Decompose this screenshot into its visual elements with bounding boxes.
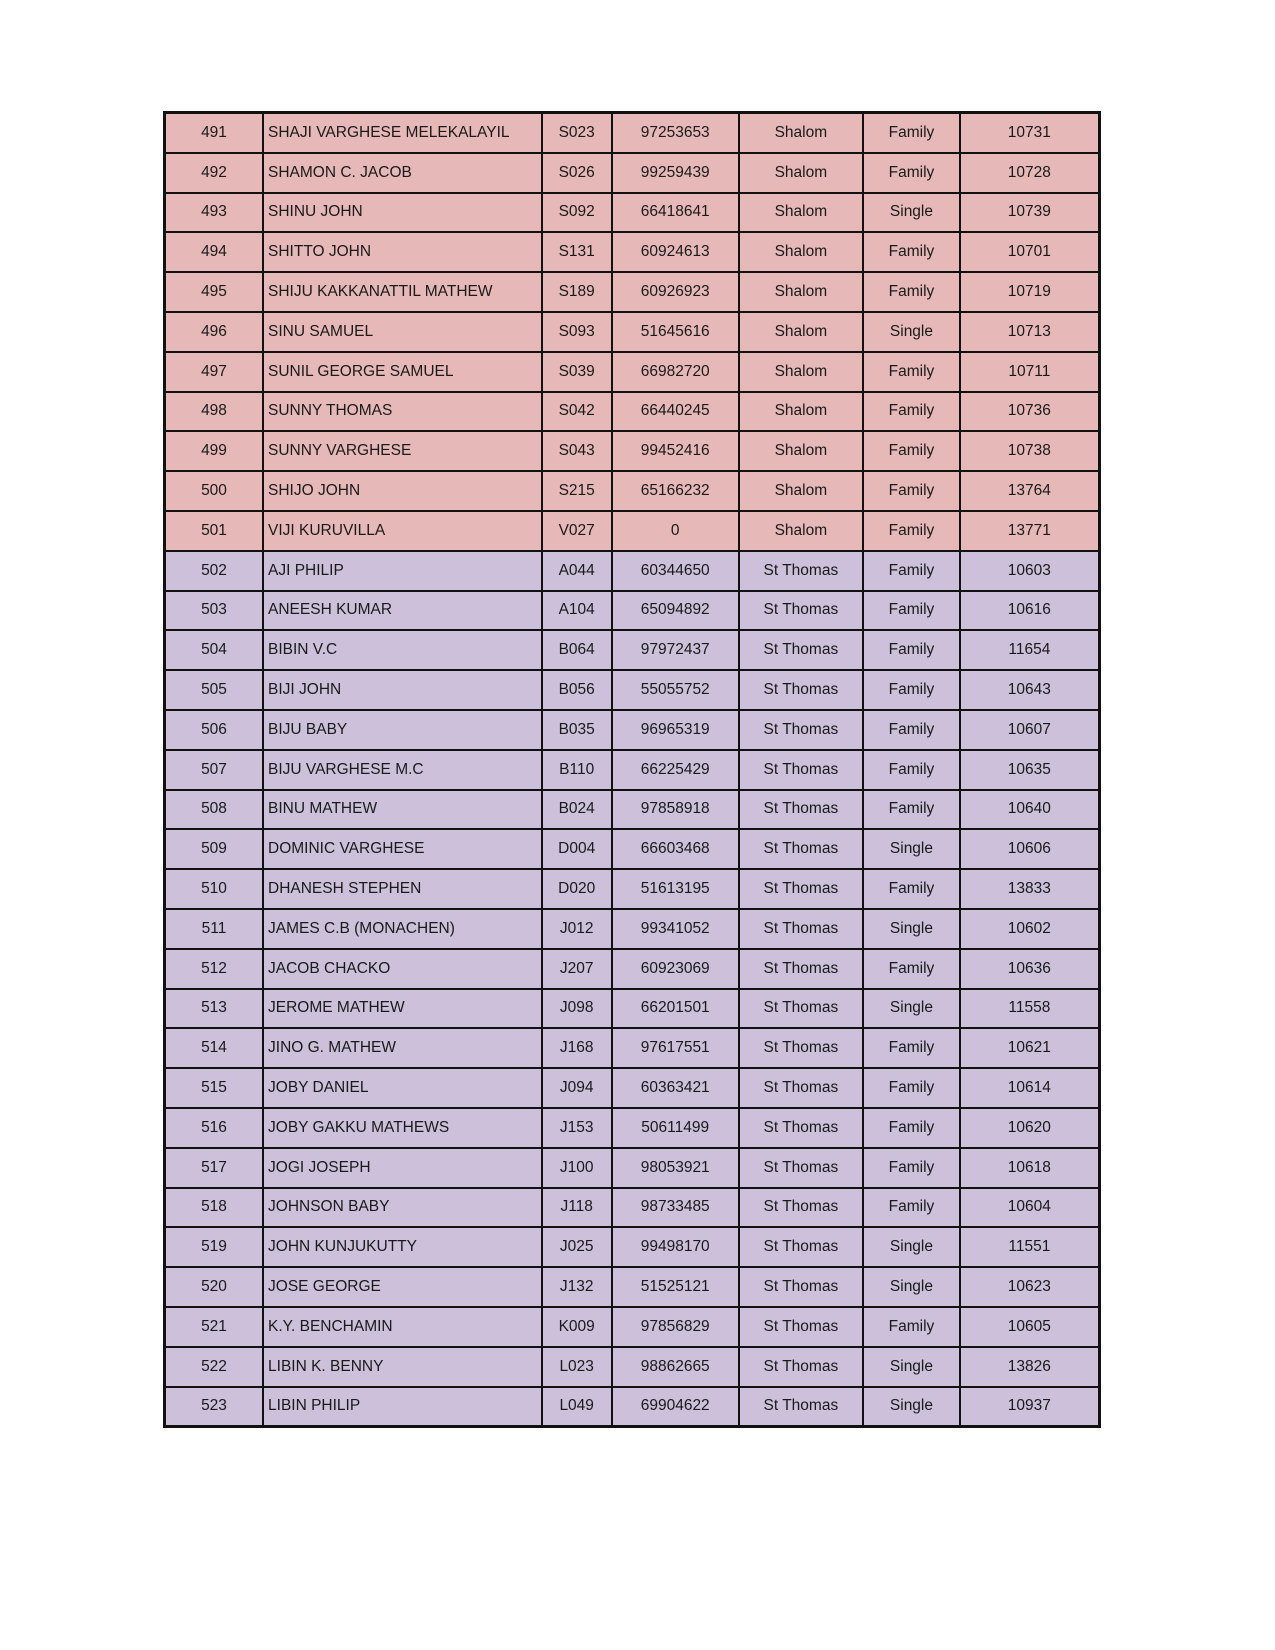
member-code-cell: B064 <box>542 630 612 670</box>
member-id-cell: 10739 <box>960 193 1100 233</box>
membership-type-cell: Family <box>863 750 960 790</box>
table-row <box>165 710 1100 750</box>
phone-number-cell: 0 <box>612 511 739 551</box>
member-code-cell: A044 <box>542 551 612 591</box>
prayer-group-cell: Shalom <box>739 153 864 193</box>
member-code-cell: J094 <box>542 1068 612 1108</box>
membership-type-cell: Single <box>863 1347 960 1387</box>
membership-type-cell: Single <box>863 829 960 869</box>
prayer-group-cell: St Thomas <box>739 670 864 710</box>
serial-number-cell: 510 <box>165 869 264 909</box>
serial-number-cell: 494 <box>165 232 264 272</box>
serial-number-cell: 496 <box>165 312 264 352</box>
prayer-group-cell: St Thomas <box>739 630 864 670</box>
member-name-cell: DOMINIC VARGHESE <box>263 829 541 869</box>
table-row <box>165 113 1100 153</box>
member-code-cell: V027 <box>542 511 612 551</box>
prayer-group-cell: St Thomas <box>739 1307 864 1347</box>
prayer-group-cell: St Thomas <box>739 1387 864 1427</box>
serial-number-cell: 501 <box>165 511 264 551</box>
membership-type-cell: Family <box>863 1108 960 1148</box>
prayer-group-cell: Shalom <box>739 272 864 312</box>
member-code-cell: S131 <box>542 232 612 272</box>
phone-number-cell: 60924613 <box>612 232 739 272</box>
member-code-cell: J118 <box>542 1188 612 1228</box>
serial-number-cell: 523 <box>165 1387 264 1427</box>
serial-number-cell: 509 <box>165 829 264 869</box>
serial-number-cell: 519 <box>165 1227 264 1267</box>
member-id-cell: 10618 <box>960 1148 1100 1188</box>
table-row <box>165 909 1100 949</box>
prayer-group-cell: St Thomas <box>739 1347 864 1387</box>
member-name-cell: SHINU JOHN <box>263 193 541 233</box>
member-code-cell: J025 <box>542 1227 612 1267</box>
prayer-group-cell: St Thomas <box>739 869 864 909</box>
table-row <box>165 352 1100 392</box>
prayer-group-cell: St Thomas <box>739 1227 864 1267</box>
serial-number-cell: 498 <box>165 392 264 432</box>
table-row <box>165 1347 1100 1387</box>
serial-number-cell: 507 <box>165 750 264 790</box>
membership-type-cell: Family <box>863 710 960 750</box>
phone-number-cell: 97856829 <box>612 1307 739 1347</box>
serial-number-cell: 515 <box>165 1068 264 1108</box>
member-code-cell: S092 <box>542 193 612 233</box>
membership-type-cell: Family <box>863 1148 960 1188</box>
member-id-cell: 10606 <box>960 829 1100 869</box>
phone-number-cell: 66603468 <box>612 829 739 869</box>
member-id-cell: 10738 <box>960 431 1100 471</box>
member-code-cell: J168 <box>542 1028 612 1068</box>
prayer-group-cell: St Thomas <box>739 1028 864 1068</box>
member-name-cell: DHANESH STEPHEN <box>263 869 541 909</box>
phone-number-cell: 65166232 <box>612 471 739 511</box>
prayer-group-cell: St Thomas <box>739 989 864 1029</box>
prayer-group-cell: St Thomas <box>739 1068 864 1108</box>
membership-type-cell: Single <box>863 1227 960 1267</box>
membership-type-cell: Family <box>863 471 960 511</box>
member-id-cell: 10640 <box>960 790 1100 830</box>
member-name-cell: SUNNY VARGHESE <box>263 431 541 471</box>
membership-type-cell: Family <box>863 1028 960 1068</box>
member-id-cell: 10616 <box>960 591 1100 631</box>
member-name-cell: JOHNSON BABY <box>263 1188 541 1228</box>
table-row <box>165 670 1100 710</box>
member-id-cell: 10623 <box>960 1267 1100 1307</box>
member-id-cell: 10731 <box>960 113 1100 153</box>
prayer-group-cell: Shalom <box>739 193 864 233</box>
member-name-cell: BIJU BABY <box>263 710 541 750</box>
table-row <box>165 511 1100 551</box>
member-name-cell: SHAMON C. JACOB <box>263 153 541 193</box>
phone-number-cell: 66201501 <box>612 989 739 1029</box>
table-row <box>165 949 1100 989</box>
serial-number-cell: 511 <box>165 909 264 949</box>
phone-number-cell: 66225429 <box>612 750 739 790</box>
member-code-cell: S093 <box>542 312 612 352</box>
phone-number-cell: 66440245 <box>612 392 739 432</box>
serial-number-cell: 520 <box>165 1267 264 1307</box>
member-code-cell: L023 <box>542 1347 612 1387</box>
phone-number-cell: 97972437 <box>612 630 739 670</box>
membership-type-cell: Family <box>863 113 960 153</box>
member-name-cell: SUNNY THOMAS <box>263 392 541 432</box>
table-row <box>165 829 1100 869</box>
member-code-cell: J100 <box>542 1148 612 1188</box>
member-code-cell: S043 <box>542 431 612 471</box>
prayer-group-cell: St Thomas <box>739 591 864 631</box>
member-name-cell: JOSE GEORGE <box>263 1267 541 1307</box>
member-code-cell: J132 <box>542 1267 612 1307</box>
phone-number-cell: 66982720 <box>612 352 739 392</box>
table-row <box>165 232 1100 272</box>
table-row <box>165 1387 1100 1427</box>
serial-number-cell: 516 <box>165 1108 264 1148</box>
member-id-cell: 10603 <box>960 551 1100 591</box>
member-name-cell: JEROME MATHEW <box>263 989 541 1029</box>
prayer-group-cell: St Thomas <box>739 1267 864 1307</box>
membership-type-cell: Family <box>863 869 960 909</box>
phone-number-cell: 60926923 <box>612 272 739 312</box>
serial-number-cell: 521 <box>165 1307 264 1347</box>
serial-number-cell: 505 <box>165 670 264 710</box>
membership-type-cell: Family <box>863 232 960 272</box>
phone-number-cell: 98862665 <box>612 1347 739 1387</box>
member-code-cell: S189 <box>542 272 612 312</box>
prayer-group-cell: St Thomas <box>739 710 864 750</box>
phone-number-cell: 60363421 <box>612 1068 739 1108</box>
phone-number-cell: 99498170 <box>612 1227 739 1267</box>
member-id-cell: 10711 <box>960 352 1100 392</box>
member-name-cell: JACOB CHACKO <box>263 949 541 989</box>
phone-number-cell: 60344650 <box>612 551 739 591</box>
member-code-cell: B035 <box>542 710 612 750</box>
table-row <box>165 1307 1100 1347</box>
member-name-cell: LIBIN PHILIP <box>263 1387 541 1427</box>
member-name-cell: SHAJI VARGHESE MELEKALAYIL <box>263 113 541 153</box>
phone-number-cell: 51645616 <box>612 312 739 352</box>
table-row <box>165 1227 1100 1267</box>
serial-number-cell: 500 <box>165 471 264 511</box>
table-row <box>165 1148 1100 1188</box>
table-row <box>165 551 1100 591</box>
member-table <box>163 111 1101 1428</box>
membership-type-cell: Family <box>863 551 960 591</box>
member-code-cell: B110 <box>542 750 612 790</box>
table-row <box>165 431 1100 471</box>
member-code-cell: J012 <box>542 909 612 949</box>
member-name-cell: ANEESH KUMAR <box>263 591 541 631</box>
prayer-group-cell: Shalom <box>739 392 864 432</box>
member-id-cell: 11654 <box>960 630 1100 670</box>
serial-number-cell: 502 <box>165 551 264 591</box>
member-name-cell: BIJU VARGHESE M.C <box>263 750 541 790</box>
serial-number-cell: 508 <box>165 790 264 830</box>
phone-number-cell: 97253653 <box>612 113 739 153</box>
membership-type-cell: Family <box>863 670 960 710</box>
serial-number-cell: 499 <box>165 431 264 471</box>
serial-number-cell: 513 <box>165 989 264 1029</box>
table-row <box>165 989 1100 1029</box>
phone-number-cell: 66418641 <box>612 193 739 233</box>
member-code-cell: K009 <box>542 1307 612 1347</box>
member-id-cell: 10604 <box>960 1188 1100 1228</box>
member-name-cell: JOBY GAKKU MATHEWS <box>263 1108 541 1148</box>
member-name-cell: LIBIN K. BENNY <box>263 1347 541 1387</box>
table-row <box>165 630 1100 670</box>
phone-number-cell: 65094892 <box>612 591 739 631</box>
member-name-cell: SUNIL GEORGE SAMUEL <box>263 352 541 392</box>
serial-number-cell: 504 <box>165 630 264 670</box>
member-id-cell: 10620 <box>960 1108 1100 1148</box>
prayer-group-cell: St Thomas <box>739 750 864 790</box>
phone-number-cell: 50611499 <box>612 1108 739 1148</box>
phone-number-cell: 97617551 <box>612 1028 739 1068</box>
member-id-cell: 10635 <box>960 750 1100 790</box>
member-id-cell: 13826 <box>960 1347 1100 1387</box>
phone-number-cell: 98733485 <box>612 1188 739 1228</box>
phone-number-cell: 51525121 <box>612 1267 739 1307</box>
prayer-group-cell: Shalom <box>739 471 864 511</box>
member-code-cell: B056 <box>542 670 612 710</box>
member-code-cell: S023 <box>542 113 612 153</box>
member-name-cell: SHIJU KAKKANATTIL MATHEW <box>263 272 541 312</box>
table-row <box>165 790 1100 830</box>
prayer-group-cell: St Thomas <box>739 790 864 830</box>
table-row <box>165 1108 1100 1148</box>
member-id-cell: 10614 <box>960 1068 1100 1108</box>
table-row <box>165 1188 1100 1228</box>
prayer-group-cell: Shalom <box>739 431 864 471</box>
member-id-cell: 10621 <box>960 1028 1100 1068</box>
prayer-group-cell: Shalom <box>739 113 864 153</box>
member-name-cell: AJI PHILIP <box>263 551 541 591</box>
member-name-cell: SHITTO JOHN <box>263 232 541 272</box>
membership-type-cell: Family <box>863 431 960 471</box>
prayer-group-cell: St Thomas <box>739 949 864 989</box>
membership-type-cell: Family <box>863 392 960 432</box>
phone-number-cell: 51613195 <box>612 869 739 909</box>
membership-type-cell: Family <box>863 949 960 989</box>
member-id-cell: 10636 <box>960 949 1100 989</box>
serial-number-cell: 517 <box>165 1148 264 1188</box>
member-table-body <box>165 113 1100 1427</box>
membership-type-cell: Single <box>863 193 960 233</box>
phone-number-cell: 99259439 <box>612 153 739 193</box>
prayer-group-cell: Shalom <box>739 312 864 352</box>
member-name-cell: SHIJO JOHN <box>263 471 541 511</box>
member-name-cell: K.Y. BENCHAMIN <box>263 1307 541 1347</box>
membership-type-cell: Family <box>863 272 960 312</box>
serial-number-cell: 497 <box>165 352 264 392</box>
phone-number-cell: 69904622 <box>612 1387 739 1427</box>
prayer-group-cell: Shalom <box>739 352 864 392</box>
prayer-group-cell: Shalom <box>739 232 864 272</box>
serial-number-cell: 495 <box>165 272 264 312</box>
member-code-cell: S026 <box>542 153 612 193</box>
membership-type-cell: Family <box>863 511 960 551</box>
member-id-cell: 10719 <box>960 272 1100 312</box>
table-row <box>165 471 1100 511</box>
member-name-cell: BINU MATHEW <box>263 790 541 830</box>
table-row <box>165 750 1100 790</box>
serial-number-cell: 512 <box>165 949 264 989</box>
member-code-cell: J098 <box>542 989 612 1029</box>
membership-type-cell: Family <box>863 591 960 631</box>
member-code-cell: J207 <box>542 949 612 989</box>
membership-type-cell: Single <box>863 1387 960 1427</box>
table-row <box>165 869 1100 909</box>
member-id-cell: 10736 <box>960 392 1100 432</box>
member-name-cell: JOHN KUNJUKUTTY <box>263 1227 541 1267</box>
serial-number-cell: 522 <box>165 1347 264 1387</box>
member-id-cell: 11551 <box>960 1227 1100 1267</box>
member-code-cell: S215 <box>542 471 612 511</box>
member-id-cell: 10643 <box>960 670 1100 710</box>
member-id-cell: 10728 <box>960 153 1100 193</box>
member-name-cell: JAMES C.B (MONACHEN) <box>263 909 541 949</box>
phone-number-cell: 96965319 <box>612 710 739 750</box>
member-id-cell: 10701 <box>960 232 1100 272</box>
member-id-cell: 10607 <box>960 710 1100 750</box>
member-id-cell: 10605 <box>960 1307 1100 1347</box>
table-row <box>165 312 1100 352</box>
membership-type-cell: Single <box>863 909 960 949</box>
prayer-group-cell: St Thomas <box>739 551 864 591</box>
table-row <box>165 1068 1100 1108</box>
membership-type-cell: Family <box>863 153 960 193</box>
member-code-cell: S039 <box>542 352 612 392</box>
phone-number-cell: 97858918 <box>612 790 739 830</box>
member-id-cell: 13771 <box>960 511 1100 551</box>
membership-type-cell: Family <box>863 1188 960 1228</box>
table-row <box>165 153 1100 193</box>
prayer-group-cell: Shalom <box>739 511 864 551</box>
member-name-cell: SINU SAMUEL <box>263 312 541 352</box>
membership-type-cell: Single <box>863 1267 960 1307</box>
membership-type-cell: Single <box>863 989 960 1029</box>
membership-type-cell: Single <box>863 312 960 352</box>
member-name-cell: BIBIN V.C <box>263 630 541 670</box>
member-id-cell: 10937 <box>960 1387 1100 1427</box>
member-name-cell: JINO G. MATHEW <box>263 1028 541 1068</box>
member-code-cell: D004 <box>542 829 612 869</box>
member-name-cell: JOGI JOSEPH <box>263 1148 541 1188</box>
table-row <box>165 591 1100 631</box>
table-row <box>165 193 1100 233</box>
table-row <box>165 272 1100 312</box>
membership-type-cell: Family <box>863 630 960 670</box>
serial-number-cell: 514 <box>165 1028 264 1068</box>
member-name-cell: VIJI KURUVILLA <box>263 511 541 551</box>
serial-number-cell: 506 <box>165 710 264 750</box>
phone-number-cell: 98053921 <box>612 1148 739 1188</box>
phone-number-cell: 99341052 <box>612 909 739 949</box>
serial-number-cell: 491 <box>165 113 264 153</box>
serial-number-cell: 518 <box>165 1188 264 1228</box>
table-row <box>165 1267 1100 1307</box>
serial-number-cell: 493 <box>165 193 264 233</box>
member-id-cell: 11558 <box>960 989 1100 1029</box>
member-code-cell: B024 <box>542 790 612 830</box>
serial-number-cell: 492 <box>165 153 264 193</box>
member-code-cell: L049 <box>542 1387 612 1427</box>
prayer-group-cell: St Thomas <box>739 1148 864 1188</box>
membership-type-cell: Family <box>863 1068 960 1108</box>
member-id-cell: 13764 <box>960 471 1100 511</box>
membership-type-cell: Family <box>863 790 960 830</box>
serial-number-cell: 503 <box>165 591 264 631</box>
prayer-group-cell: St Thomas <box>739 1188 864 1228</box>
prayer-group-cell: St Thomas <box>739 1108 864 1148</box>
member-name-cell: JOBY DANIEL <box>263 1068 541 1108</box>
prayer-group-cell: St Thomas <box>739 829 864 869</box>
member-id-cell: 10713 <box>960 312 1100 352</box>
phone-number-cell: 60923069 <box>612 949 739 989</box>
member-code-cell: S042 <box>542 392 612 432</box>
phone-number-cell: 55055752 <box>612 670 739 710</box>
table-row <box>165 392 1100 432</box>
phone-number-cell: 99452416 <box>612 431 739 471</box>
membership-type-cell: Family <box>863 352 960 392</box>
member-code-cell: A104 <box>542 591 612 631</box>
member-code-cell: J153 <box>542 1108 612 1148</box>
member-name-cell: BIJI JOHN <box>263 670 541 710</box>
member-id-cell: 10602 <box>960 909 1100 949</box>
member-id-cell: 13833 <box>960 869 1100 909</box>
member-code-cell: D020 <box>542 869 612 909</box>
prayer-group-cell: St Thomas <box>739 909 864 949</box>
membership-type-cell: Family <box>863 1307 960 1347</box>
table-row <box>165 1028 1100 1068</box>
